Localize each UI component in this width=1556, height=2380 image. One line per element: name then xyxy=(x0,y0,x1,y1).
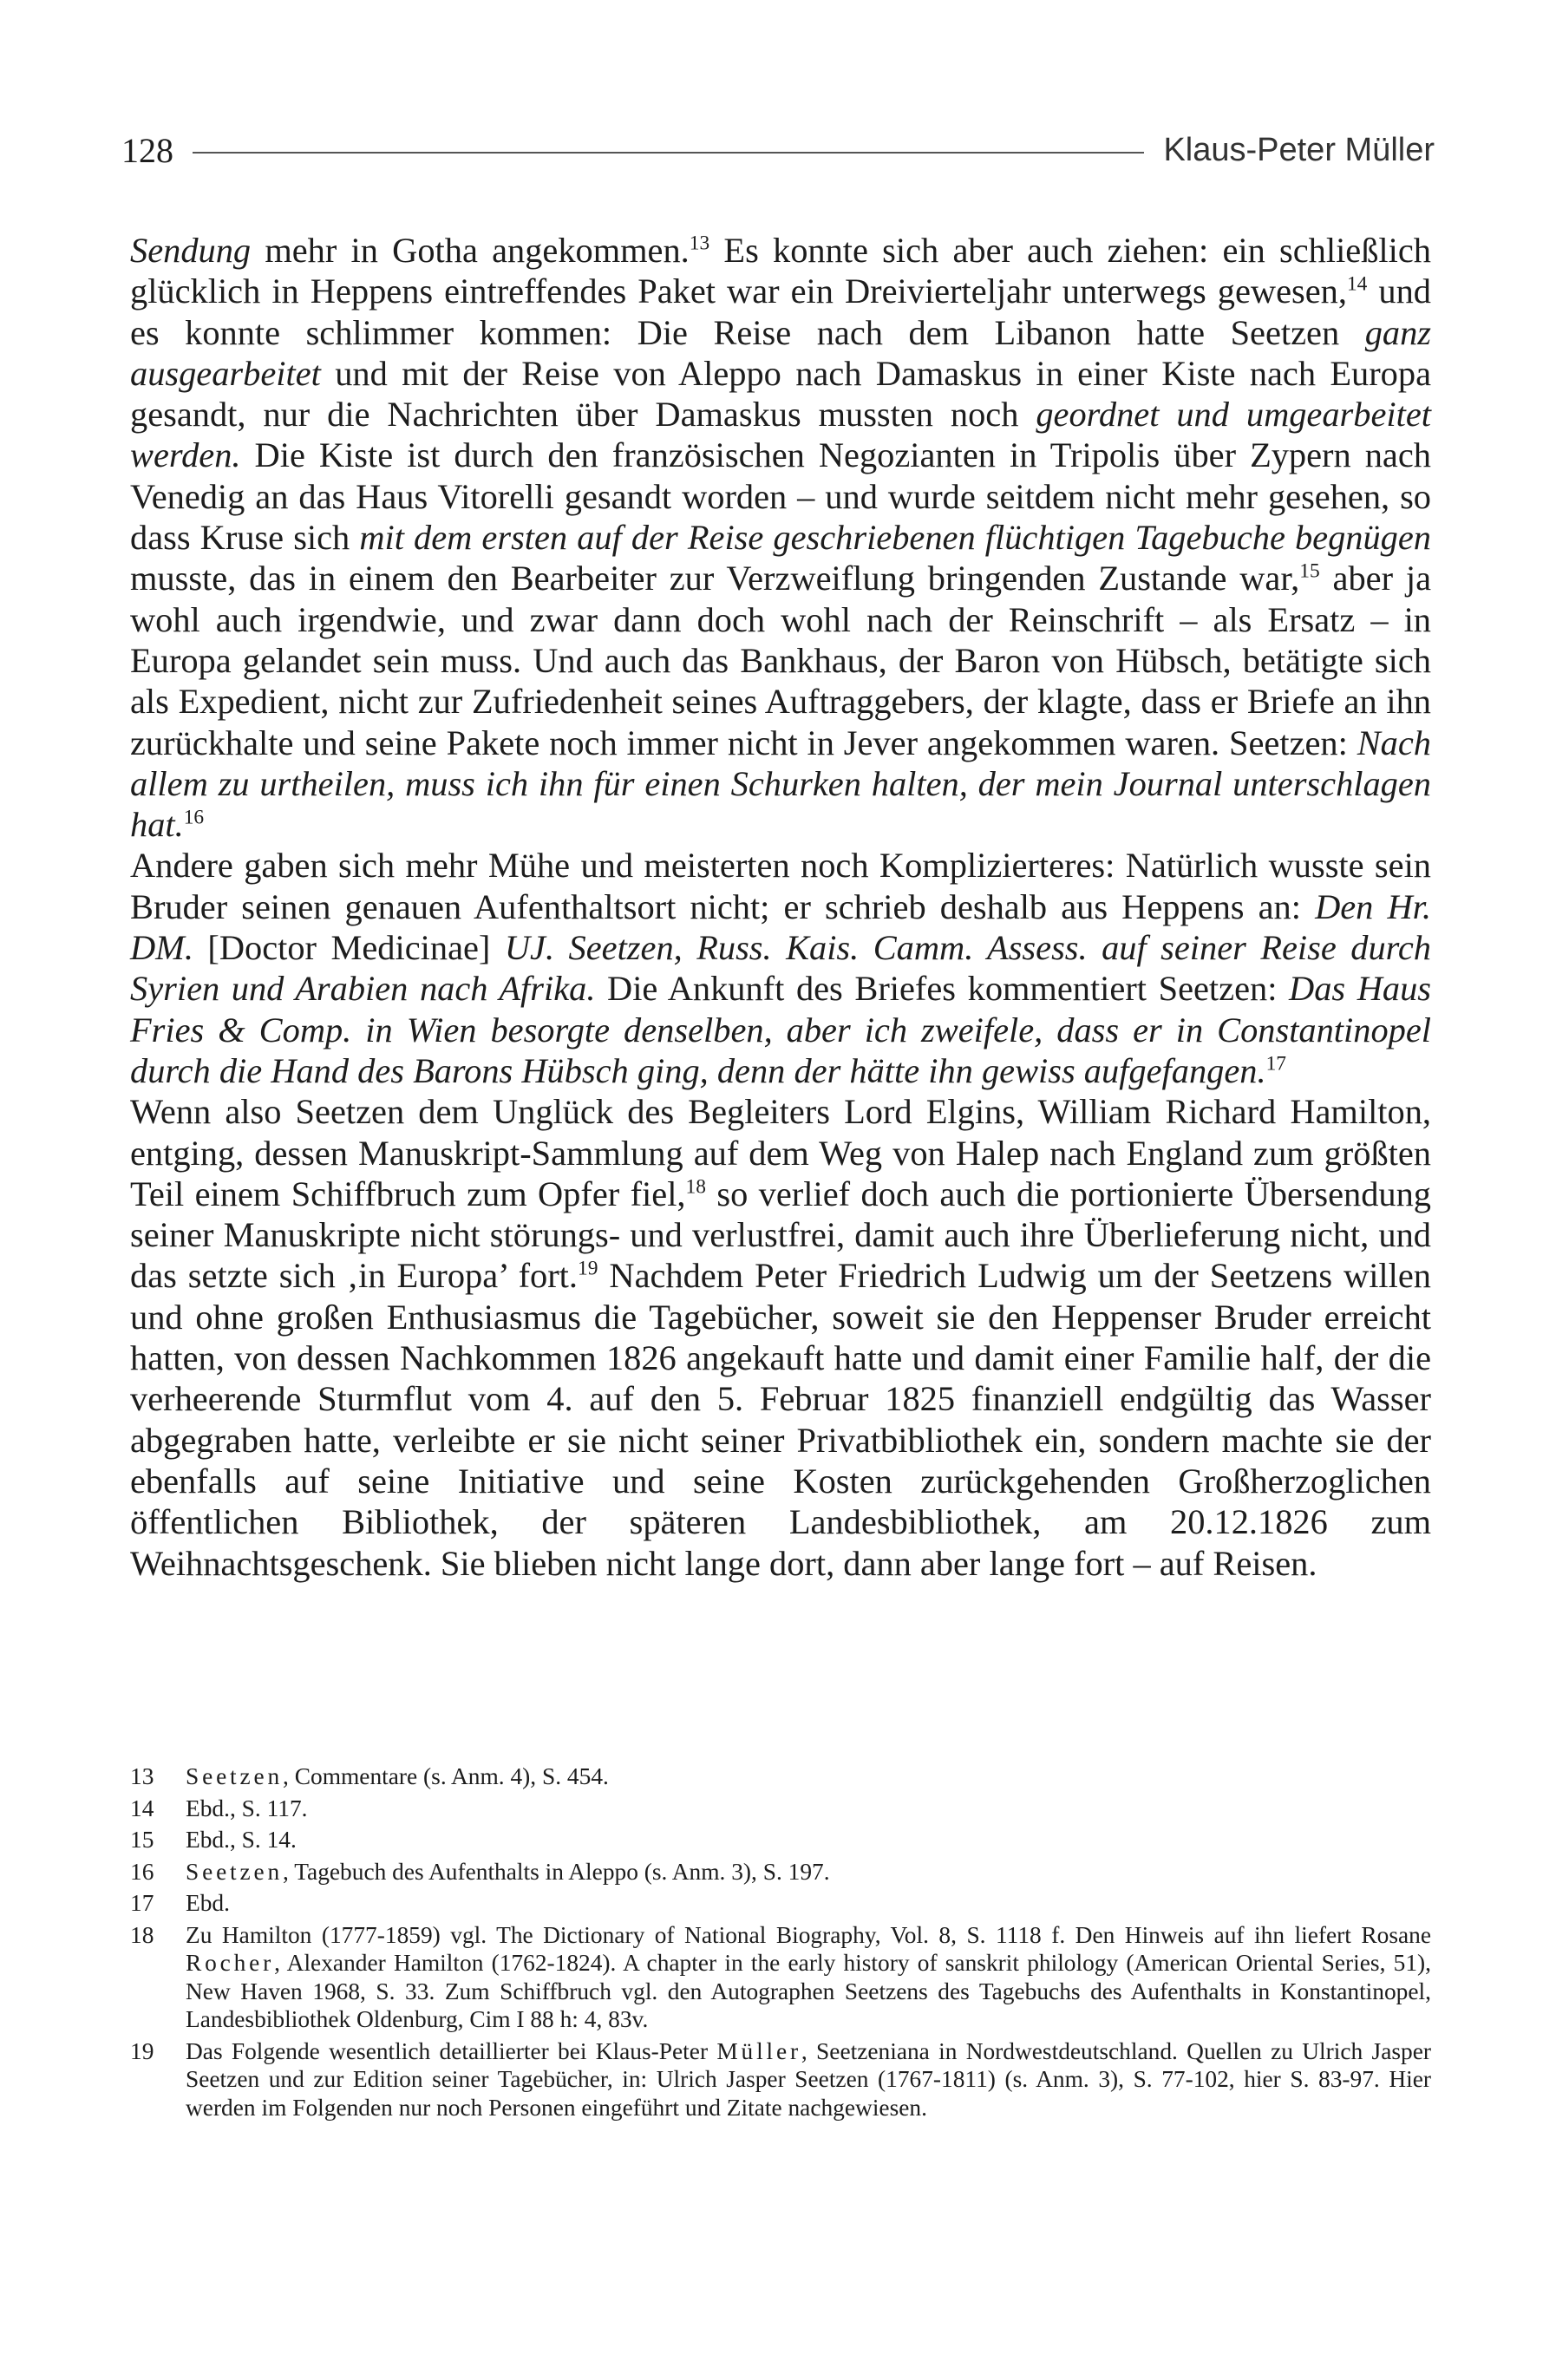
footnote-number: 13 xyxy=(130,1763,154,1789)
paragraph xyxy=(130,1091,1431,1584)
text-run: mehr in Gotha angekommen. xyxy=(251,231,690,270)
footnotes xyxy=(130,1762,1431,2125)
text-run: Das Folgende wesentlich detaillierter bei Klaus-Peter xyxy=(186,2037,717,2064)
footnote xyxy=(130,1762,1431,1791)
paragraph xyxy=(130,230,1431,845)
footnote-text xyxy=(186,1795,1431,1823)
text-run: Ebd., S. 117. xyxy=(186,1795,308,1821)
text-run: und mit der Reise von Aleppo nach Damaskus in einer Kiste nach Europa gesandt, nur die Nachrichten über Damaskus mussten noch xyxy=(130,353,1431,435)
footnote xyxy=(130,2037,1431,2122)
footnote xyxy=(130,1826,1431,1854)
text-run: , Alexander Hamilton (1762-1824). A chapter in the early history of sanskrit philology (American Oriental Series, 51), New Haven 1968, S. 33. Zum Schiffbruch vgl. den Autographen Seetzens des Tagebuchs des Aufenthalts in Konstantinopel, Landesbibliothek Oldenburg, Cim I 88 h: 4, 83v. xyxy=(186,1950,1431,2032)
footnote-ref: 13 xyxy=(689,232,710,255)
footnote-text xyxy=(186,2037,1431,2122)
text-run: und es konnte schlimmer kommen: Die Reise nach dem Libanon hatte Seetzen xyxy=(130,271,1431,352)
paragraph xyxy=(130,845,1431,1091)
running-header xyxy=(121,120,1435,180)
text-run: , Tagebuch des Aufenthalts in Aleppo (s. Anm. 3), S. 197. xyxy=(283,1858,830,1885)
text-run: musste, das in einem den Bearbeiter zur Verzweiflung bringenden Zustande war, xyxy=(130,559,1300,598)
text-run: so verlief doch auch die portionierte Übersendung seiner Manuskripte nicht störungs- und verlustfrei, damit auch ihre Überlieferung nicht, und das setzte sich ‚in Europa’ fort. xyxy=(130,1174,1431,1296)
text-run: Ebd., S. 14. xyxy=(186,1827,297,1853)
spaced-name: Rocher xyxy=(186,1950,275,1976)
footnote-ref: 16 xyxy=(183,806,205,829)
spaced-name: Seetzen xyxy=(186,1763,284,1789)
footnote-number: 16 xyxy=(130,1858,154,1885)
italic-text: Den Hr. DM. xyxy=(130,886,1431,968)
text-run: Es konnte sich aber auch ziehen: ein schließlich glücklich in Heppens eintreffendes Paket war ein Dreivierteljahr unterwegs gewesen, xyxy=(130,231,1431,311)
footnote xyxy=(130,1921,1431,2034)
text-run: , Commentare (s. Anm. 4), S. 454. xyxy=(283,1763,609,1789)
text-run: Nachdem Peter Friedrich Ludwig um der Seetzens willen und ohne großen Enthusiasmus die Tagebücher, soweit sie den Heppenser Bruder erreicht hatten, von dessen Nachkommen 1826 angekauft hatte und damit einer Familie half, der die verheerende Sturmflut vom 4. auf den 5. Februar 1825 finanziell endgültig das Wasser abgegraben hatte, verleibte er sie nicht seiner Privatbibliothek ein, sondern machte sie der ebenfalls auf seine Initiative und seine Kosten zurückgehenden Großherzoglichen öffentlichen Bibliothek, der späteren Landesbibliothek, am 20.12.1826 zum Weihnachtsgeschenk. Sie blieben nicht lange dort, dann aber lange fort – auf Reisen. xyxy=(130,1256,1431,1583)
text-run: Die Kiste ist durch den französischen Negozianten in Tripolis über Zypern nach Venedig an das Haus Vitorelli gesandt worden – und wurde seitdem nicht mehr gesehen, so dass Kruse sich xyxy=(130,435,1431,558)
header-rule xyxy=(193,152,1144,154)
footnote-text xyxy=(186,1858,1431,1886)
italic-text: ganz ausgearbeitet xyxy=(130,312,1431,393)
footnote-number: 19 xyxy=(130,2037,154,2064)
italic-text: Das Haus Fries & Comp. in Wien besorgte denselben, aber ich zweifele, dass er in Constantinopel durch die Hand des Barons Hübsch ging, denn der hätte ihn gewiss aufgefangen. xyxy=(130,969,1431,1090)
footnote-ref: 14 xyxy=(1346,272,1368,296)
footnote-text xyxy=(186,1889,1431,1918)
text-run: , Seetzeniana in Nordwestdeutschland. Quellen zu Ulrich Jasper Seetzen und zur Edition seiner Tagebücher, in: Ulrich Jasper Seetzen (1767-1811) (s. Anm. 3), S. 77-102, hier S. 83-97. Hier werden im Folgenden nur noch Personen eingeführt und Zitate nachgewiesen. xyxy=(186,2037,1431,2121)
page-number: 128 xyxy=(121,130,173,170)
text-run: [Doctor Medicinae] xyxy=(193,928,505,968)
footnote-ref: 18 xyxy=(685,1175,706,1199)
footnote-text xyxy=(186,1826,1431,1854)
footnote-number: 14 xyxy=(130,1795,154,1821)
text-run: Andere gaben sich mehr Mühe und meisterten noch Komplizierteres: Natürlich wusste sein Bruder seinen genauen Aufenthaltsort nicht; er schrieb deshalb aus Heppens an: xyxy=(130,846,1431,926)
text-run: Die Ankunft des Briefes kommentiert Seetzen: xyxy=(595,969,1290,1009)
text-run: Wenn also Seetzen dem Unglück des Begleiters Lord Elgins, William Richard Hamilton, entging, dessen Manuskript-Sammlung auf dem Weg von Halep nach England zum größten Teil einem Schiffbruch zum Opfer fiel, xyxy=(130,1092,1431,1213)
italic-text: mit dem ersten auf der Reise geschriebenen flüchtigen Tagebuche begnügen xyxy=(359,518,1431,558)
footnote-number: 15 xyxy=(130,1827,154,1853)
spaced-name: Seetzen xyxy=(186,1858,284,1885)
text-run: aber ja wohl auch irgendwie, und zwar dann doch wohl nach der Reinschrift – als Ersatz – in Europa gelandet sein muss. Und auch das Bankhaus, der Baron von Hübsch, betätigte sich als Expedient, nicht zur Zufriedenheit seines Auftraggebers, der klagte, dass er Briefe an ihn zurückhalte und seine Pakete noch immer nicht in Jever angekommen waren. Seetzen: xyxy=(130,559,1431,762)
running-author: Klaus-Peter Müller xyxy=(1163,131,1435,168)
footnote xyxy=(130,1889,1431,1918)
footnote-ref: 15 xyxy=(1299,559,1320,583)
footnote-ref: 17 xyxy=(1265,1052,1286,1076)
spaced-name: Müller xyxy=(716,2037,801,2064)
text-run: Ebd. xyxy=(186,1890,230,1916)
main-text xyxy=(130,230,1431,1584)
text-run: Zu Hamilton (1777-1859) vgl. The Dictionary of National Biography, Vol. 8, S. 1118 f. Den Hinweis auf ihn liefert Rosane xyxy=(186,1921,1431,1948)
footnote-number: 17 xyxy=(130,1890,154,1916)
footnote-number: 18 xyxy=(130,1921,154,1948)
footnote xyxy=(130,1795,1431,1823)
footnote xyxy=(130,1858,1431,1886)
footnote-text xyxy=(186,1762,1431,1791)
italic-text: Nach allem zu urtheilen, muss ich ihn für einen Schurken halten, der mein Journal unterschlagen hat. xyxy=(130,722,1431,845)
italic-text: Sendung xyxy=(130,231,252,270)
footnote-text xyxy=(186,1921,1431,2034)
italic-text: UJ. Seetzen, Russ. Kais. Camm. Assess. auf seiner Reise durch Syrien und Arabien nach Afrika. xyxy=(130,928,1432,1009)
footnote-ref: 19 xyxy=(578,1257,598,1280)
italic-text: geordnet und umgearbeitet werden. xyxy=(130,395,1431,475)
